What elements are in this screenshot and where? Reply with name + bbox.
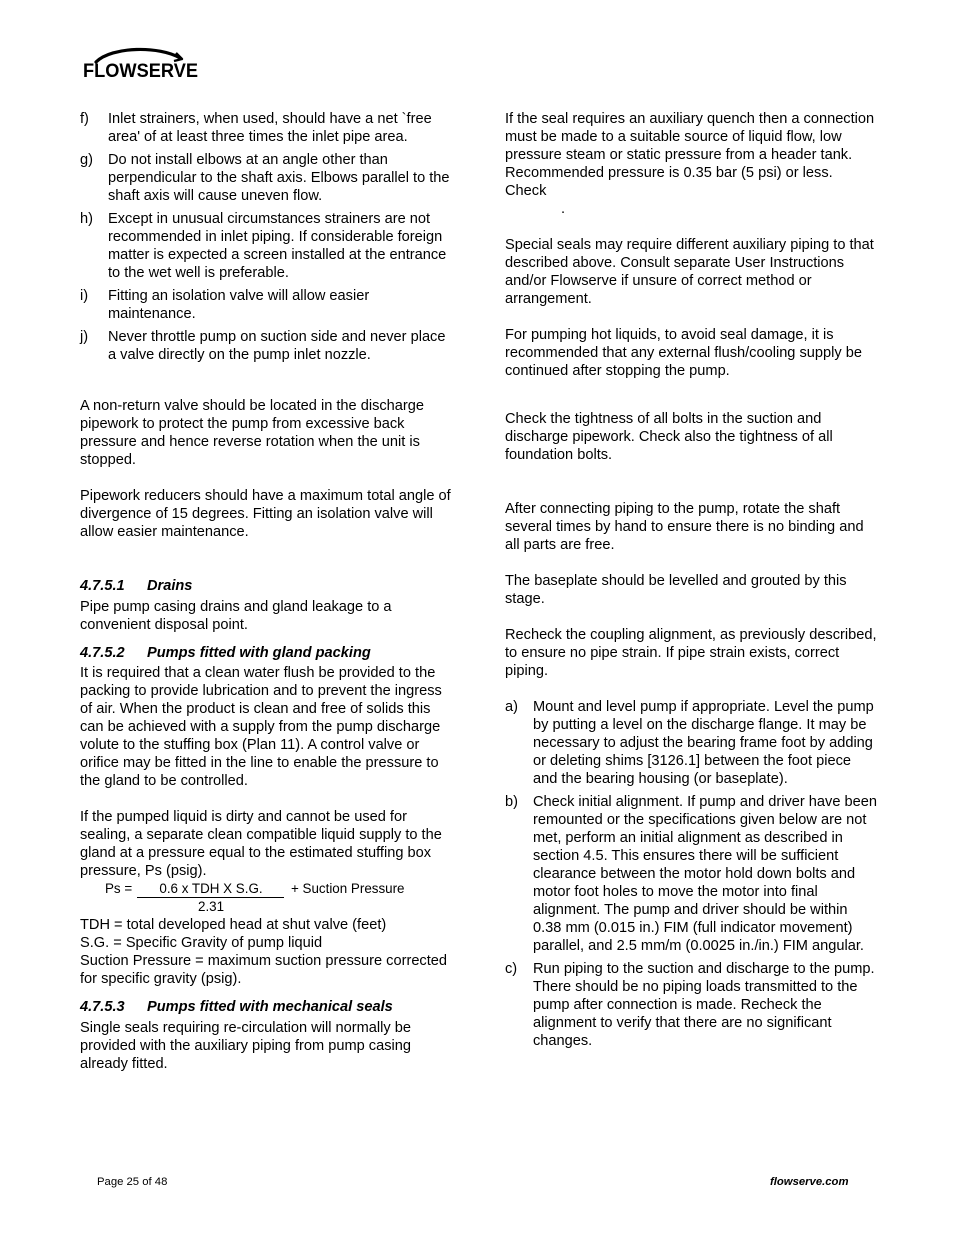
hot-liquids-paragraph: For pumping hot liquids, to avoid seal damage, it is recommended that any external flush/cooling supply be continued after stopping the pump. — [505, 327, 862, 379]
quench-paragraph: If the seal requires an auxiliary quench then a connection must be made to a suitable source of liquid flow, low pressure steam or static pressure from a header tank. Recommended pressure is 0.35 bar (5 psi) or less. Check — [505, 111, 875, 199]
baseplate-paragraph: The baseplate should be levelled and grouted by this stage. — [505, 573, 847, 607]
suction-pressure-definition: Suction Pressure = maximum suction pressure corrected for specific gravity (psig). — [80, 953, 448, 987]
list-item: g) Do not install elbows at an angle other than perpendicular to the shaft axis. Elbows parallel to the shaft axis will cause uneven flow. — [80, 152, 450, 204]
list-item: c) Run piping to the suction and discharge to the pump. There should be no piping loads transmitted to the pump after connection is made. Recheck the alignment to verify that there are no significant changes. — [505, 961, 875, 1049]
recheck-alignment-paragraph: Recheck the coupling alignment, as previously described, to ensure no pipe strain. If pipe strain exists, correct piping. — [505, 627, 877, 679]
non-return-valve-paragraph: A non-return valve should be located in the discharge pipework to protect the pump from excessive back pressure and hence reverse rotation when the unit is stopped. — [80, 398, 424, 468]
tdh-definition: TDH = total developed head at shut valve (feet) — [80, 917, 387, 933]
flowserve-logo — [82, 44, 202, 82]
list-item: h) Except in unusual circumstances strainers are not recommended in inlet piping. If considerable foreign matter is expected a screen installed at the entrance to the wet well is preferable. — [80, 211, 447, 281]
website-link[interactable]: flowserve.com — [770, 1176, 849, 1188]
reducers-paragraph: Pipework reducers should have a maximum total angle of divergence of 15 degrees. Fitting an isolation valve will allow easier maintenance. — [80, 488, 451, 540]
special-seals-paragraph: Special seals may require different auxiliary piping to that described above. Consult separate User Instructions and/or Flowserve if unsure of correct method or arrangement. — [505, 237, 874, 307]
stuffing-box-pressure-formula: Ps = 0.6 x TDH X S.G. + Suction Pressure 2.31 — [105, 881, 405, 914]
heading-mechanical-seals: 4.7.5.3 Pumps fitted with mechanical seals — [80, 999, 393, 1015]
mechanical-seals-paragraph: Single seals requiring re-circulation will normally be provided with the auxiliary piping from pump casing already fitted. — [80, 1020, 411, 1072]
list-item: f) Inlet strainers, when used, should have a net `free area' of at least three times the inlet pipe area. — [80, 111, 432, 145]
list-item: i) Fitting an isolation valve will allow easier maintenance. — [80, 288, 370, 322]
bolts-paragraph: Check the tightness of all bolts in the suction and discharge pipework. Check also the tightness of all foundation bolts. — [505, 411, 833, 463]
inlet-guidelines-list — [80, 110, 452, 364]
right-column — [505, 110, 877, 1055]
logo-text: FLOWSERVE — [83, 60, 198, 82]
sg-definition: S.G. = Specific Gravity of pump liquid — [80, 935, 323, 951]
list-item: j) Never throttle pump on suction side and never place a valve directly on the pump inlet nozzle. — [80, 329, 446, 363]
page-number: Page 25 of 48 — [97, 1176, 168, 1188]
dirty-liquid-paragraph: If the pumped liquid is dirty and cannot be used for sealing, a separate clean compatible liquid supply to the gland at a pressure equal to the estimated stuffing box pressure, Ps (psig). — [80, 809, 442, 879]
rotate-shaft-paragraph: After connecting piping to the pump, rotate the shaft several times by hand to ensure there is no binding and all parts are free. — [505, 501, 864, 553]
heading-gland-packing: 4.7.5.2 Pumps fitted with gland packing — [80, 645, 371, 661]
installation-steps-list — [505, 698, 877, 1050]
drains-paragraph: Pipe pump casing drains and gland leakage to a convenient disposal point. — [80, 599, 392, 633]
quench-paragraph-end: . — [561, 201, 566, 217]
gland-packing-paragraph: It is required that a clean water flush be provided to the packing to provide lubrication and to prevent the ingress of air. When the product is clean and free of solids this can be achieved with a supply from the pump discharge volute to the stuffing box (Plan 11). A control valve or orifice may be fitted in the line to enable the pressure to the gland to be controlled. — [80, 665, 442, 789]
list-item: a) Mount and level pump if appropriate. Level the pump by putting a level on the discharge flange. It may be necessary to adjust the bearing frame foot by adding or deleting shims [3126.1] between the foot piece and the bearing housing (or baseplate). — [505, 699, 874, 787]
heading-drains: 4.7.5.1 Drains — [80, 578, 193, 594]
left-column — [80, 110, 452, 1073]
list-item: b) Check initial alignment. If pump and driver have been remounted or the specifications given below are not met, perform an initial alignment as described in section 4.5. This ensures there will be sufficient clearance between the motor hold down bolts and motor foot holes to move the motor into final alignment. The pump and driver should be within 0.38 mm (0.015 in.) FIM (full indicator movement) parallel, and 2.5 mm/m (0.0025 in./in.) FIM angular. — [505, 794, 877, 954]
